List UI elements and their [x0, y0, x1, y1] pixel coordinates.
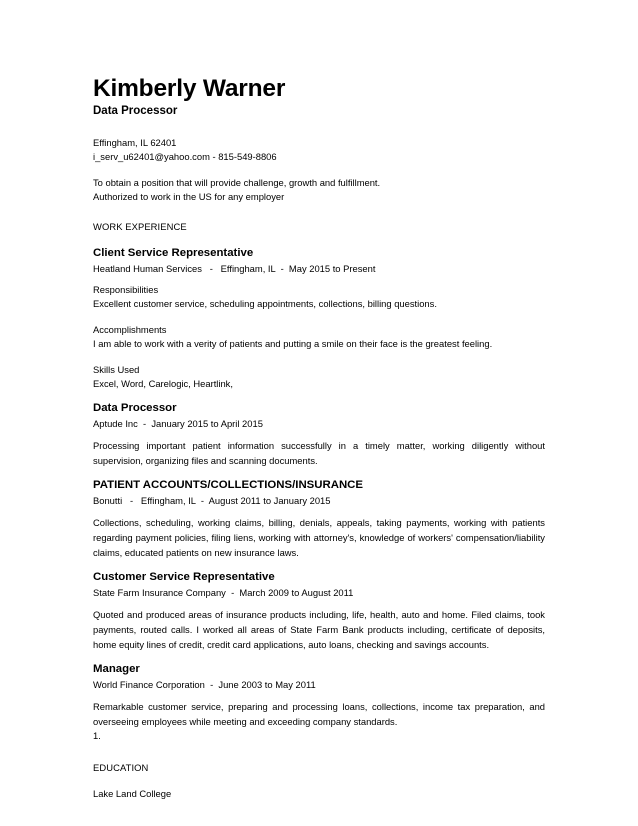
job-subsection — [93, 363, 545, 391]
location: Effingham, IL 62401 — [93, 137, 177, 148]
job-title: Client Service Representative — [93, 247, 254, 259]
subsection-heading: Accomplishments — [93, 324, 167, 335]
job-entry — [93, 478, 545, 560]
summary-block — [93, 176, 545, 204]
job-description: Quoted and produced areas of insurance products including, life, health, auto and home. Filed claims, took payments, routed calls. I worked all areas of State Farm Bank products including, certificate of deposits, home equity lines of credit, credit card applications, auto loans, checking and savings accounts. — [93, 609, 545, 650]
job-entry — [93, 662, 545, 743]
job-title: Data Processor — [93, 402, 177, 414]
job-meta: Bonutti - Effingham, IL - August 2011 to January 2015 — [93, 495, 331, 506]
job-meta: Aptude Inc - January 2015 to April 2015 — [93, 418, 263, 429]
job-title: Manager — [93, 663, 140, 675]
job-description: Remarkable customer service, preparing and processing loans, collections, income tax preparation, and overseeing employees while meeting and exceeding company standards. — [93, 701, 545, 727]
candidate-headline: Data Processor — [93, 105, 178, 117]
candidate-name: Kimberly Warner — [93, 75, 286, 102]
education-school: Lake Land College — [93, 788, 172, 799]
job-subsection — [93, 323, 545, 351]
objective-text: To obtain a position that will provide challenge, growth and fulfillment. — [93, 177, 381, 188]
contact-info: i_serv_u62401@yahoo.com - 815-549-8806 — [93, 151, 277, 162]
job-title: Customer Service Representative — [93, 571, 275, 583]
job-entry — [93, 570, 545, 652]
job-meta: World Finance Corporation - June 2003 to May 2011 — [93, 679, 316, 690]
job-note: 1. — [93, 730, 101, 741]
job-entry — [93, 246, 545, 391]
resume-page — [93, 74, 545, 801]
job-title: PATIENT ACCOUNTS/COLLECTIONS/INSURANCE — [93, 479, 363, 491]
job-meta: Heatland Human Services - Effingham, IL - May 2015 to Present — [93, 263, 376, 274]
job-entry — [93, 401, 545, 468]
job-meta: State Farm Insurance Company - March 2009 to August 2011 — [93, 587, 354, 598]
contact-block — [93, 136, 545, 164]
job-subsection — [93, 283, 545, 311]
authorization-text: Authorized to work in the US for any employer — [93, 191, 285, 202]
subsection-heading: Responsibilities — [93, 284, 159, 295]
education-heading: EDUCATION — [93, 762, 149, 773]
job-description: Collections, scheduling, working claims, billing, denials, appeals, taking payments, working with patients regarding payment policies, filing liens, working with attorney's, knowledge of workers' compensation/liability claims, educated patients on new insurance laws. — [93, 517, 545, 558]
subsection-heading: Skills Used — [93, 364, 140, 375]
subsection-text: Excel, Word, Carelogic, Heartlink, — [93, 378, 233, 389]
work-experience-heading: WORK EXPERIENCE — [93, 221, 187, 232]
subsection-text: Excellent customer service, scheduling appointments, collections, billing questions. — [93, 298, 437, 309]
job-description: Processing important patient information successfully in a timely matter, working diligently without supervision, organizing files and scanning documents. — [93, 440, 545, 466]
subsection-text: I am able to work with a verity of patients and putting a smile on their face is the greatest feeling. — [93, 338, 493, 349]
